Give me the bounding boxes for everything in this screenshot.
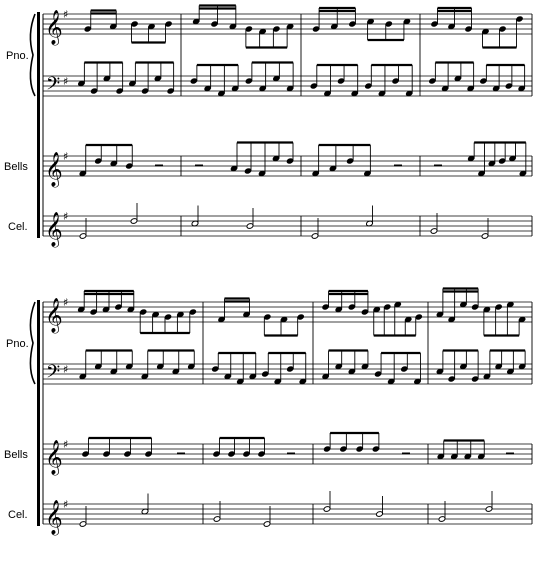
instrument-label-bells: Bells (4, 449, 28, 461)
half-rest-icon (402, 453, 410, 455)
instrument-label-bells: Bells (4, 161, 28, 173)
system-bracket (37, 300, 40, 526)
sharp-icon: ♯ (63, 150, 69, 163)
sharp-icon: ♯ (63, 210, 69, 223)
treble-clef-icon: 𝄞 (45, 212, 63, 247)
instrument-labels (4, 50, 29, 521)
treble-clef-icon: 𝄞 (45, 500, 63, 535)
instrument-label-cel: Cel. (8, 509, 28, 521)
piano-brace-icon (30, 14, 35, 96)
treble-clef-icon: 𝄞 (45, 152, 63, 187)
half-rest-icon (155, 165, 163, 167)
half-rest-icon (434, 165, 442, 167)
instrument-label-cel: Cel. (8, 221, 28, 233)
half-rest-icon (394, 165, 402, 167)
bass-clef-icon: 𝄢 (46, 74, 61, 99)
sharp-icon: ♯ (63, 363, 69, 376)
sharp-icon: ♯ (63, 296, 69, 309)
treble-clef-icon: 𝄞 (45, 10, 63, 45)
sharp-icon: ♯ (63, 8, 69, 21)
half-rest-icon (195, 165, 203, 167)
instrument-label-pno: Pno. (6, 50, 29, 62)
half-rest-icon (177, 453, 185, 455)
system-bracket (37, 12, 40, 238)
half-rest-icon (506, 453, 514, 455)
sharp-icon: ♯ (63, 498, 69, 511)
treble-clef-icon: 𝄞 (45, 298, 63, 333)
treble-clef-icon: 𝄞 (45, 440, 63, 475)
staves (30, 6, 532, 537)
sharp-icon: ♯ (63, 75, 69, 88)
piano-brace-icon (30, 302, 35, 384)
bass-clef-icon: 𝄢 (46, 362, 61, 387)
sharp-icon: ♯ (63, 438, 69, 451)
half-rest-icon (287, 453, 295, 455)
instrument-label-pno: Pno. (6, 338, 29, 350)
